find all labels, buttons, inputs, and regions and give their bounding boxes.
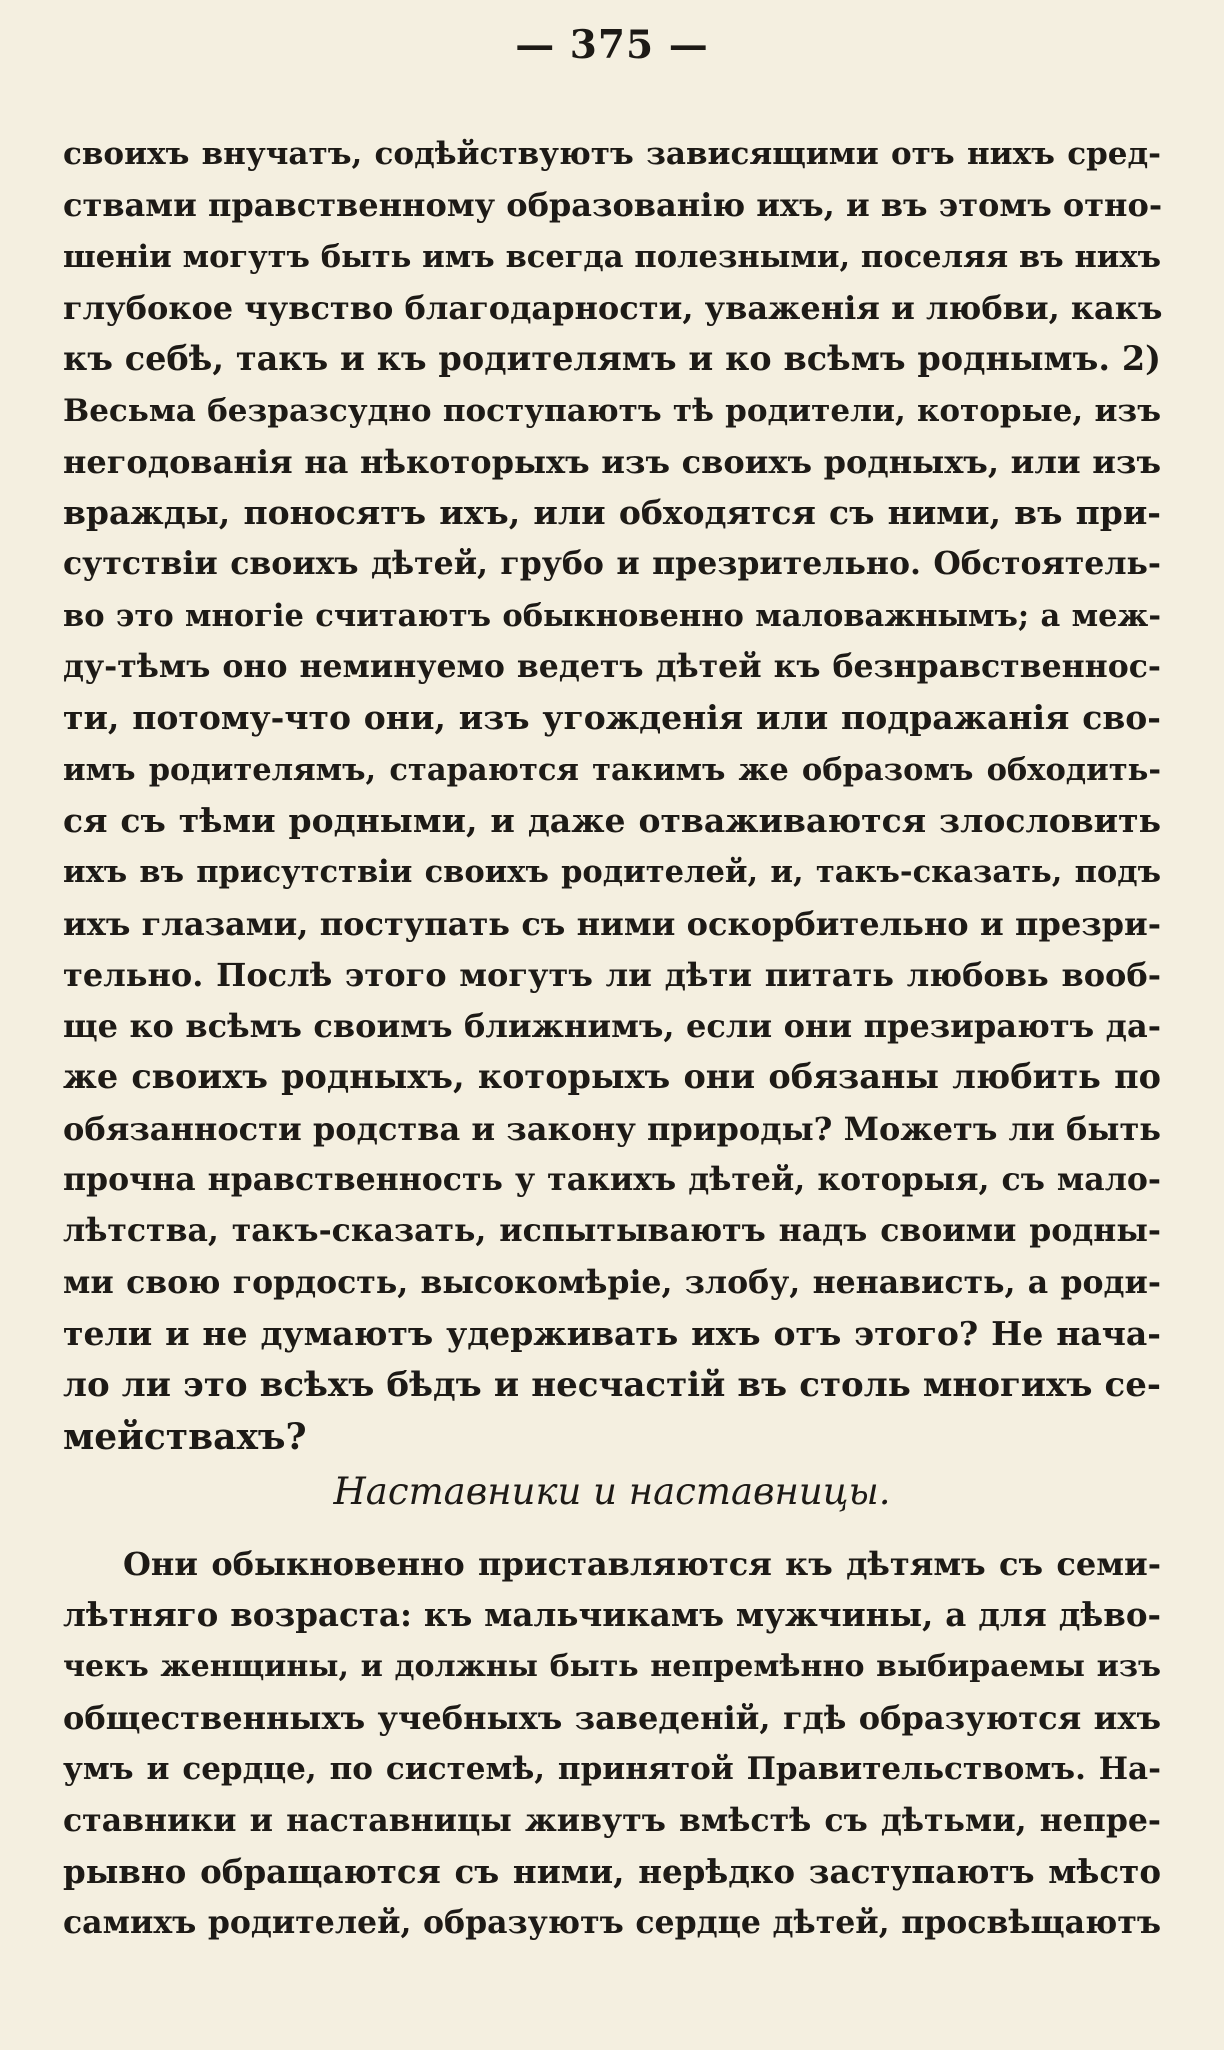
paragraph-2-line: Они обыкновенно приставляются къ дѣтямъ съ семи-	[123, 1545, 1161, 1583]
paragraph-1-line: имъ родителямъ, стараются такимъ же образомъ обходить-	[63, 751, 1161, 788]
paragraph-1-line: ихъ глазами, поступать съ ними оскорбительно и презри-	[63, 904, 1161, 943]
section-heading: Наставники и наставницы.	[333, 1470, 891, 1513]
paragraph-1-line: Весьма безразсудно поступаютъ тѣ родители, которые, изъ	[63, 392, 1161, 429]
paragraph-1-line: ми свою гордость, высокомѣріе, злобу, ненависть, а роди-	[63, 1263, 1161, 1301]
paragraph-1-line: тели и не думаютъ удерживать ихъ отъ этого? Не нача-	[63, 1313, 1161, 1353]
paragraph-1-line: ся съ тѣми родными, и даже отваживаются злословить	[63, 800, 1161, 840]
paragraph-1-line: ло ли это всѣхъ бѣдъ и несчастій въ столь многихъ се-	[63, 1365, 1161, 1406]
paragraph-1-line: ствами правственному образованію ихъ, и въ этомъ отно-	[63, 186, 1163, 225]
paragraph-1-line: ду-тѣмъ оно неминуемо ведетъ дѣтей къ безнравственнос-	[63, 648, 1161, 685]
paragraph-1-line: тельно. Послѣ этого могутъ ли дѣти питать любовь вооб-	[63, 955, 1161, 994]
paragraph-2-line: чекъ женщины, и должны быть непремѣнно выбираемы изъ	[63, 1648, 1161, 1684]
paragraph-2-line: рывно обращаются съ ними, нерѣдко заступаютъ мѣсто	[63, 1851, 1161, 1891]
paragraph-1-line: обязанности родства и закону природы? Можетъ ли быть	[63, 1109, 1161, 1148]
paragraph-1-line: ихъ въ присутствіи своихъ родителей, и, такъ-сказать, подъ	[63, 854, 1161, 891]
paragraph-1-line: ще ко всѣмъ своимъ ближнимъ, если они презираютъ да-	[63, 1007, 1161, 1046]
paragraph-1-line: къ себѣ, такъ и къ родителямъ и ко всѣмъ роднымъ. 2)	[63, 339, 1161, 379]
paragraph-1-line: шеніи могутъ быть имъ всегда полезными, поселяя въ нихъ	[63, 238, 1161, 275]
paragraph-1-line: вражды, поносятъ ихъ, или обходятся съ ними, въ при-	[63, 493, 1161, 533]
paragraph-1-line: лѣтства, такъ-сказать, испытываютъ надъ своими родны-	[63, 1212, 1161, 1250]
paragraph-1-line: прочна нравственность у такихъ дѣтей, которыя, съ мало-	[63, 1161, 1161, 1198]
paragraph-2-line: умъ и сердце, по системѣ, принятой Правительствомъ. На-	[63, 1751, 1161, 1788]
paragraph-1-line: своихъ внучатъ, содѣйствуютъ зависящими отъ нихъ сред-	[63, 136, 1161, 172]
paragraph-1-line: ти, потому-что они, изъ угожденія или подражанія сво-	[63, 698, 1161, 738]
paragraph-2-line: ставники и наставницы живутъ вмѣстѣ съ дѣтьми, непре-	[63, 1801, 1161, 1839]
paragraph-1-line: же своихъ родныхъ, которыхъ они обязаны любить по	[63, 1057, 1161, 1097]
paragraph-2-line: общественныхъ учебныхъ заведеній, гдѣ образуются ихъ	[63, 1698, 1161, 1737]
paragraph-1-line: сутствіи своихъ дѣтей, грубо и презрительно. Обстоятель-	[63, 545, 1161, 583]
paragraph-2-line: лѣтняго возраста: къ мальчикамъ мужчины, а для дѣво-	[63, 1595, 1161, 1635]
page-number: — 375 —	[515, 22, 709, 68]
paragraph-1-line: глубокое чувство благодарности, уваженія и любви, какъ	[63, 288, 1163, 327]
paragraph-1-line: негодованія на нѣкоторыхъ изъ своихъ родныхъ, или изъ	[63, 442, 1161, 481]
paragraph-1-line: во это многіе считаютъ обыкновенно маловажнымъ; а меж-	[63, 597, 1161, 634]
paragraph-2-line: самихъ родителей, образуютъ сердце дѣтей, просвѣщаютъ	[63, 1904, 1161, 1942]
paragraph-1-line: мействахъ?	[63, 1415, 307, 1458]
